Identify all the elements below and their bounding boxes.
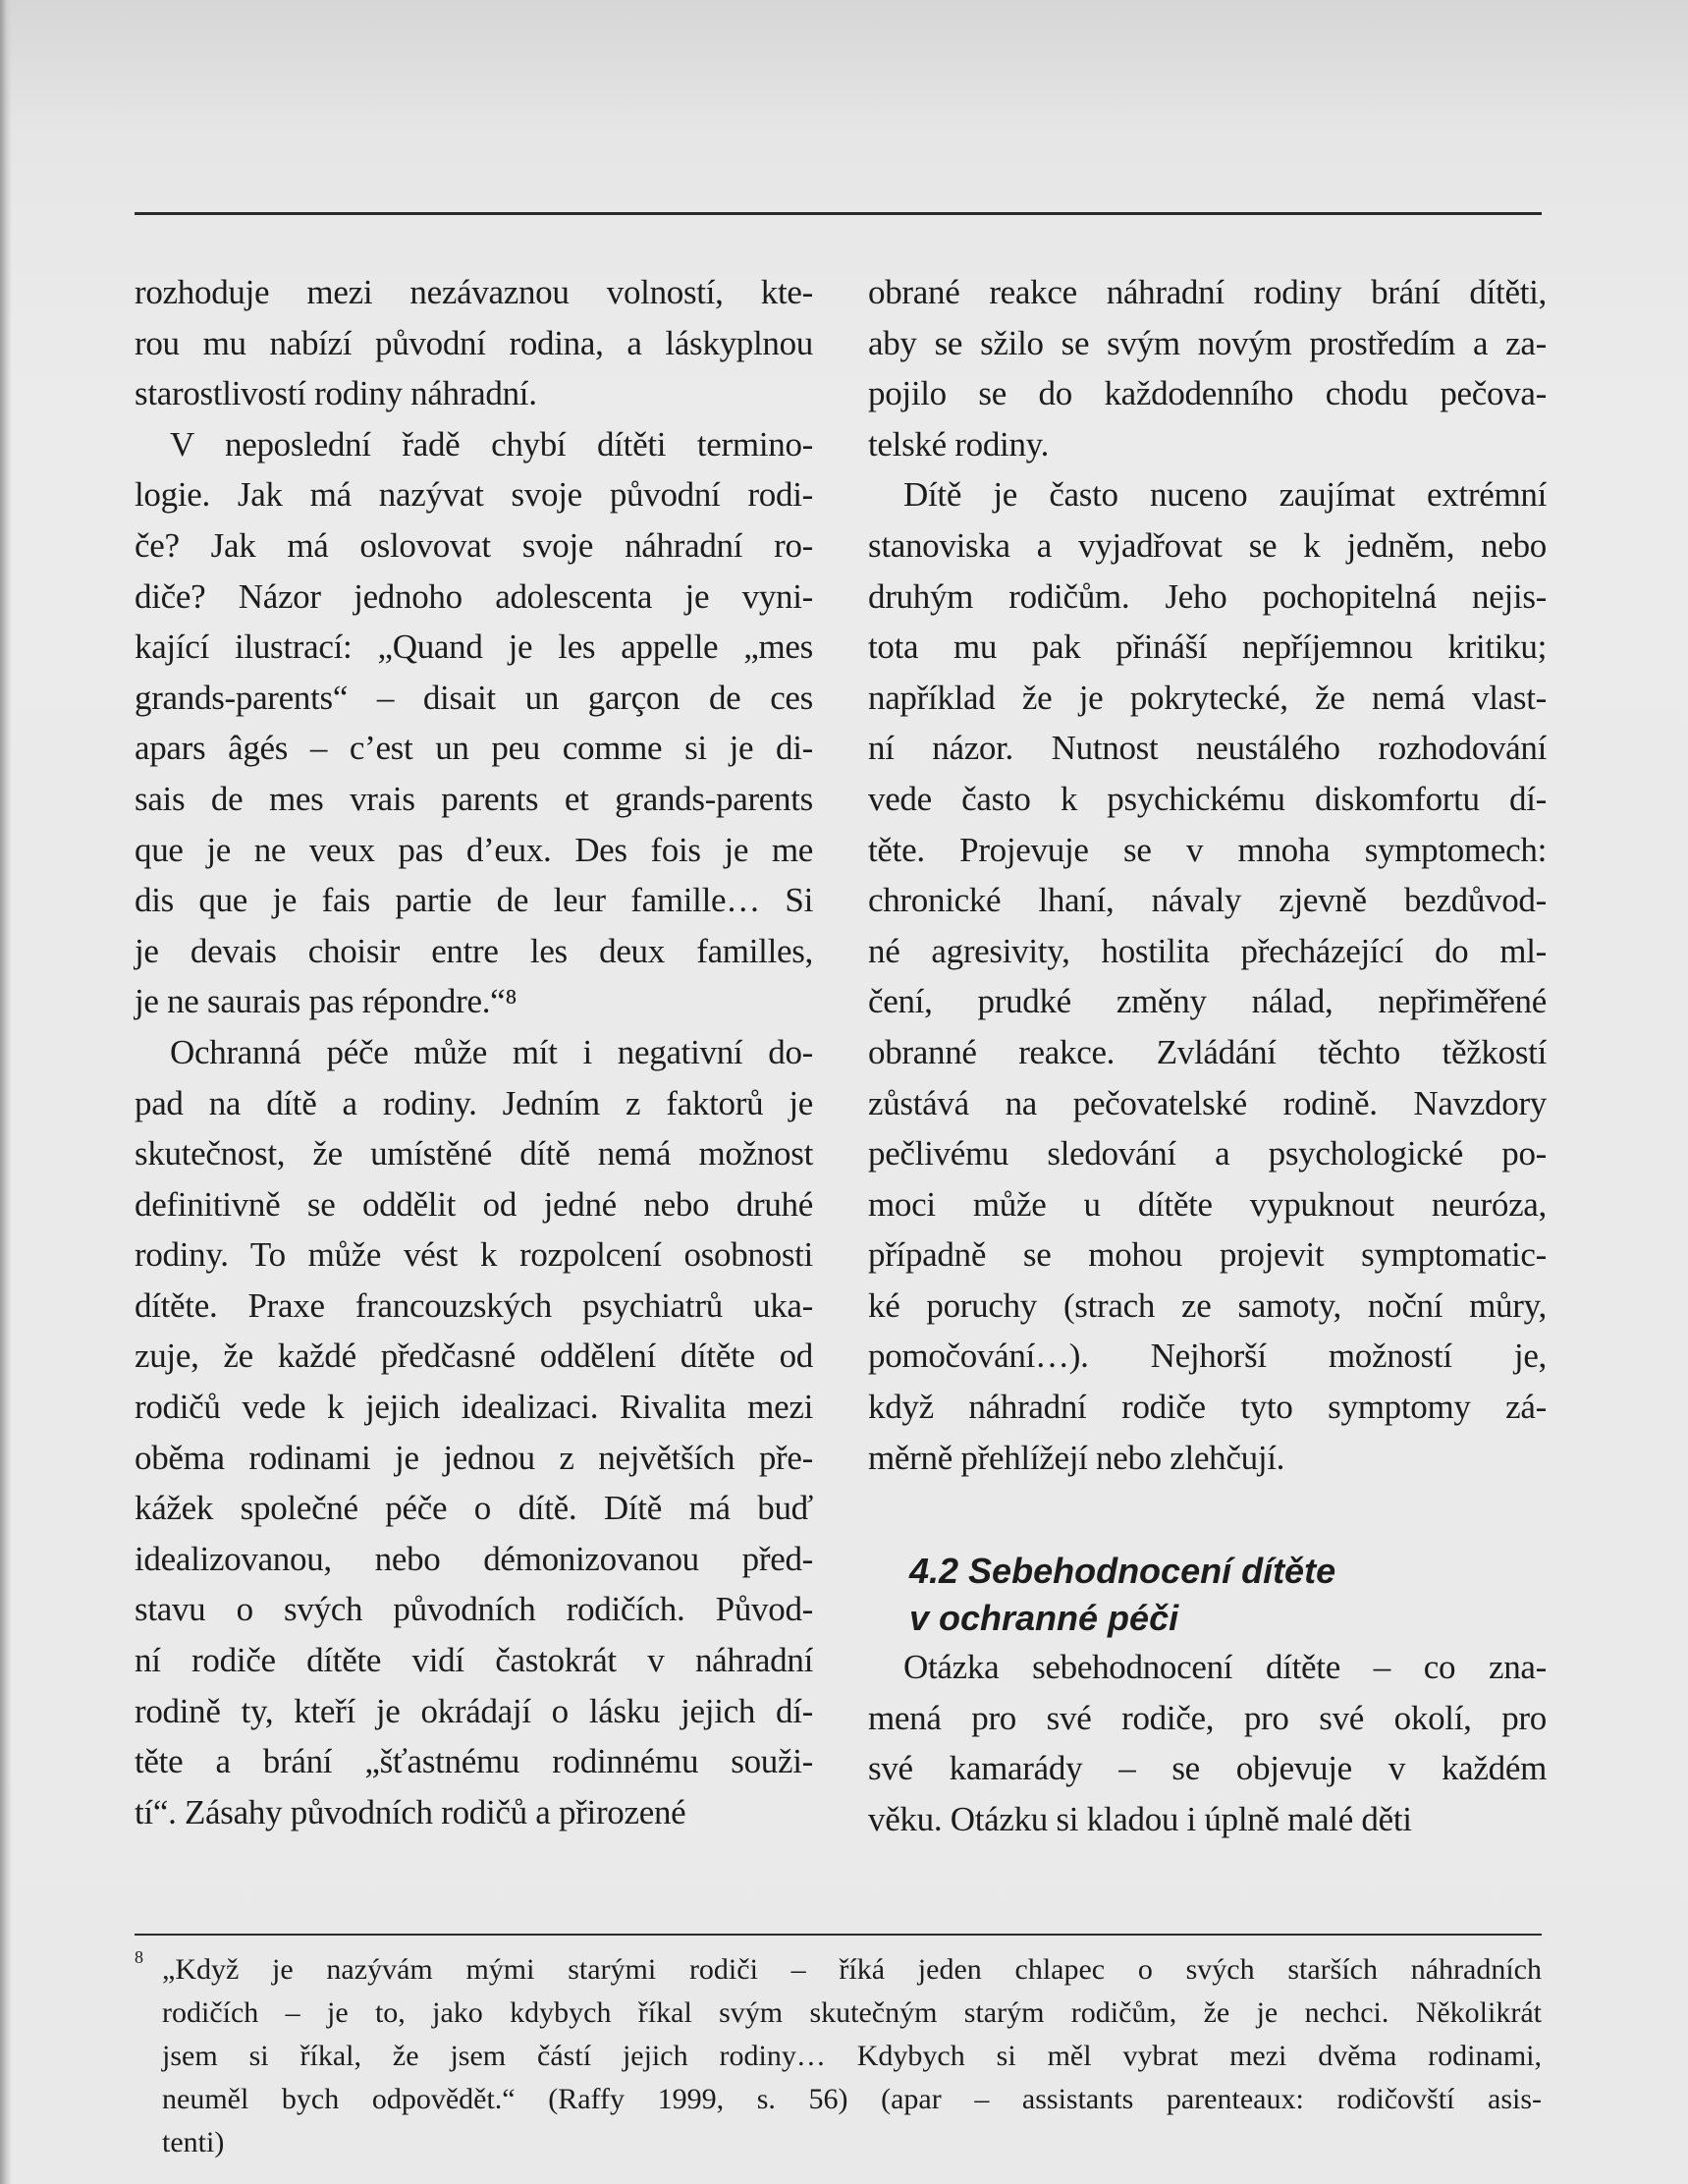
paragraph (135, 1027, 813, 1838)
text-line: skutečnost, že umístěné dítě nemá možnost (135, 1134, 813, 1174)
text-line: definitivně se oddělit od jedné nebo druhé (135, 1184, 813, 1224)
section-heading (909, 1548, 1547, 1642)
footnote-rule (135, 1934, 1542, 1936)
text-line: rodiny. To může vést k rozpolcení osobnosti (135, 1235, 813, 1275)
text-line: Otázka sebehodnocení dítěte – co zna- (903, 1648, 1547, 1687)
text-line: měrně přehlížejí nebo zlehčují. (868, 1438, 1285, 1477)
text-line: tí“. Zásahy původních rodičů a přirozené (135, 1792, 686, 1831)
text-line: diče? Názor jednoho adolescenta je vyni- (135, 576, 813, 616)
paragraph (135, 419, 813, 1027)
text-line: aby se sžilo se svým novým prostředím a za- (868, 323, 1547, 362)
text-line: těte. Projevuje se v mnoha symptomech: (868, 830, 1547, 869)
footnote-line: rodičích – je to, jako kdybych říkal svým skutečným starým rodičům, že je nechci. Několikrát (162, 1996, 1542, 2029)
text-line: Ochranná péče může mít i negativní do- (170, 1032, 813, 1071)
footnote-line: neuměl bych odpovědět.“ (Raffy 1999, s. 56) (apar – assistants parenteaux: rodičovští asis- (162, 2083, 1542, 2115)
paragraph (135, 267, 813, 419)
text-line: pojilo se do každodenního chodu pečova- (868, 374, 1547, 413)
footnote-line: tenti) (162, 2126, 225, 2158)
text-line: tota mu pak přináší nepříjemnou kritiku; (868, 628, 1547, 667)
text-line: své kamarády – se objevuje v každém (868, 1749, 1547, 1788)
paragraph (868, 1642, 1547, 1844)
text-line: případně se mohou projevit symptomatic- (868, 1235, 1547, 1275)
text-line: například že je pokrytecké, že nemá vlast- (868, 678, 1547, 717)
text-line: que je ne veux pas d’eux. Des fois je me (135, 830, 813, 869)
text-line: idealizovanou, nebo démonizovanou před- (135, 1539, 813, 1578)
text-line: če? Jak má oslovovat svoje náhradní ro- (135, 525, 813, 565)
text-line: oběma rodinami je jednou z největších pře- (135, 1438, 813, 1477)
text-line: né agresivity, hostilita přecházející do ml- (868, 931, 1547, 970)
paragraph (868, 267, 1547, 469)
page-edge-shadow (0, 0, 12, 2184)
text-line: V neposlední řadě chybí dítěti termino- (170, 424, 813, 464)
footnote-text (135, 1948, 1542, 2164)
text-line: kážek společné péče o dítě. Dítě má buď (135, 1489, 813, 1528)
text-line: ní názor. Nutnost neustálého rozhodování (868, 729, 1547, 768)
text-line: moci může u dítěte vypuknout neuróza, (868, 1184, 1547, 1224)
text-line: obranné reakce. Zvládání těchto těžkostí (868, 1032, 1547, 1071)
footnote-line: jsem si říkal, že jsem částí jejich rodiny… Kdybych si měl vybrat mezi dvěma rodinami, (162, 2040, 1542, 2072)
text-line: telské rodiny. (868, 424, 1050, 464)
text-line: když náhradní rodiče tyto symptomy zá- (868, 1388, 1547, 1427)
text-line: Dítě je často nuceno zaujímat extrémní (903, 475, 1547, 515)
text-line: starostlivostí rodiny náhradní. (135, 374, 537, 413)
text-line: ké poruchy (strach ze samoty, noční můry, (868, 1285, 1547, 1325)
text-line: druhým rodičům. Jeho pochopitelná nejis- (868, 576, 1547, 616)
text-line: logie. Jak má nazývat svoje původní rodi- (135, 475, 813, 515)
footnote (135, 1948, 1542, 2164)
section-heading-line-2: v ochranné péči (909, 1598, 1179, 1639)
text-line: věku. Otázku si kladou i úplně malé děti (868, 1800, 1412, 1839)
right-column-text-before-heading (868, 267, 1547, 1483)
text-line: pomočování…). Nejhorší možností je, (868, 1337, 1547, 1376)
text-line: mená pro své rodiče, pro své okolí, pro (868, 1698, 1547, 1737)
right-column-text-after-heading (868, 1642, 1547, 1844)
footnote-line: „Když je nazývám mými starými rodiči – říká jeden chlapec o svých starších náhradních (162, 1953, 1542, 1986)
text-line: sais de mes vrais parents et grands-parents (135, 779, 813, 818)
section-heading-line-1: 4.2 Sebehodnocení dítěte (909, 1551, 1336, 1592)
text-line: chronické lhaní, návaly zjevně bezdůvod- (868, 881, 1547, 920)
left-column (135, 267, 813, 1837)
text-line: těte a brání „šťastnému rodinnému souži- (135, 1742, 813, 1781)
text-line: stavu o svých původních rodičích. Původ- (135, 1590, 813, 1629)
text-line: kající ilustrací: „Quand je les appelle „mes (135, 628, 813, 667)
text-line: rou mu nabízí původní rodina, a láskyplnou (135, 323, 813, 362)
text-line: pečlivému sledování a psychologické po- (868, 1134, 1547, 1174)
header-rule (135, 212, 1542, 215)
text-line: stanoviska a vyjadřovat se k jedněm, nebo (868, 525, 1547, 565)
text-line: grands-parents“ – disait un garçon de ces (135, 678, 813, 717)
text-line: čení, prudké změny nálad, nepřiměřené (868, 982, 1547, 1021)
right-column (868, 267, 1547, 1845)
text-line: zůstává na pečovatelské rodině. Navzdory (868, 1083, 1547, 1122)
text-line: apars âgés – c’est un peu comme si je di- (135, 729, 813, 768)
text-line: pad na dítě a rodiny. Jedním z faktorů je (135, 1083, 813, 1122)
text-line: ní rodiče dítěte vidí častokrát v náhradní (135, 1641, 813, 1680)
text-line: dítěte. Praxe francouzských psychiatrů uka- (135, 1285, 813, 1325)
text-line: vede často k psychickému diskomfortu dí- (868, 779, 1547, 818)
text-line: dis que je fais partie de leur famille… Si (135, 881, 813, 920)
text-line: rodičů vede k jejich idealizaci. Rivalita mezi (135, 1388, 813, 1427)
paragraph (868, 469, 1547, 1483)
text-line: obrané reakce náhradní rodiny brání dítěti, (868, 273, 1547, 311)
text-line: rodině ty, kteří je okrádají o lásku jejich dí- (135, 1691, 813, 1730)
text-line: je ne saurais pas répondre.“⁸ (135, 982, 517, 1021)
text-line: zuje, že každé předčasné oddělení dítěte od (135, 1337, 813, 1376)
text-line: je devais choisir entre les deux familles, (135, 931, 813, 970)
text-line: rozhoduje mezi nezávaznou volností, kte- (135, 273, 813, 311)
footnote-marker: 8 (135, 1947, 143, 1967)
